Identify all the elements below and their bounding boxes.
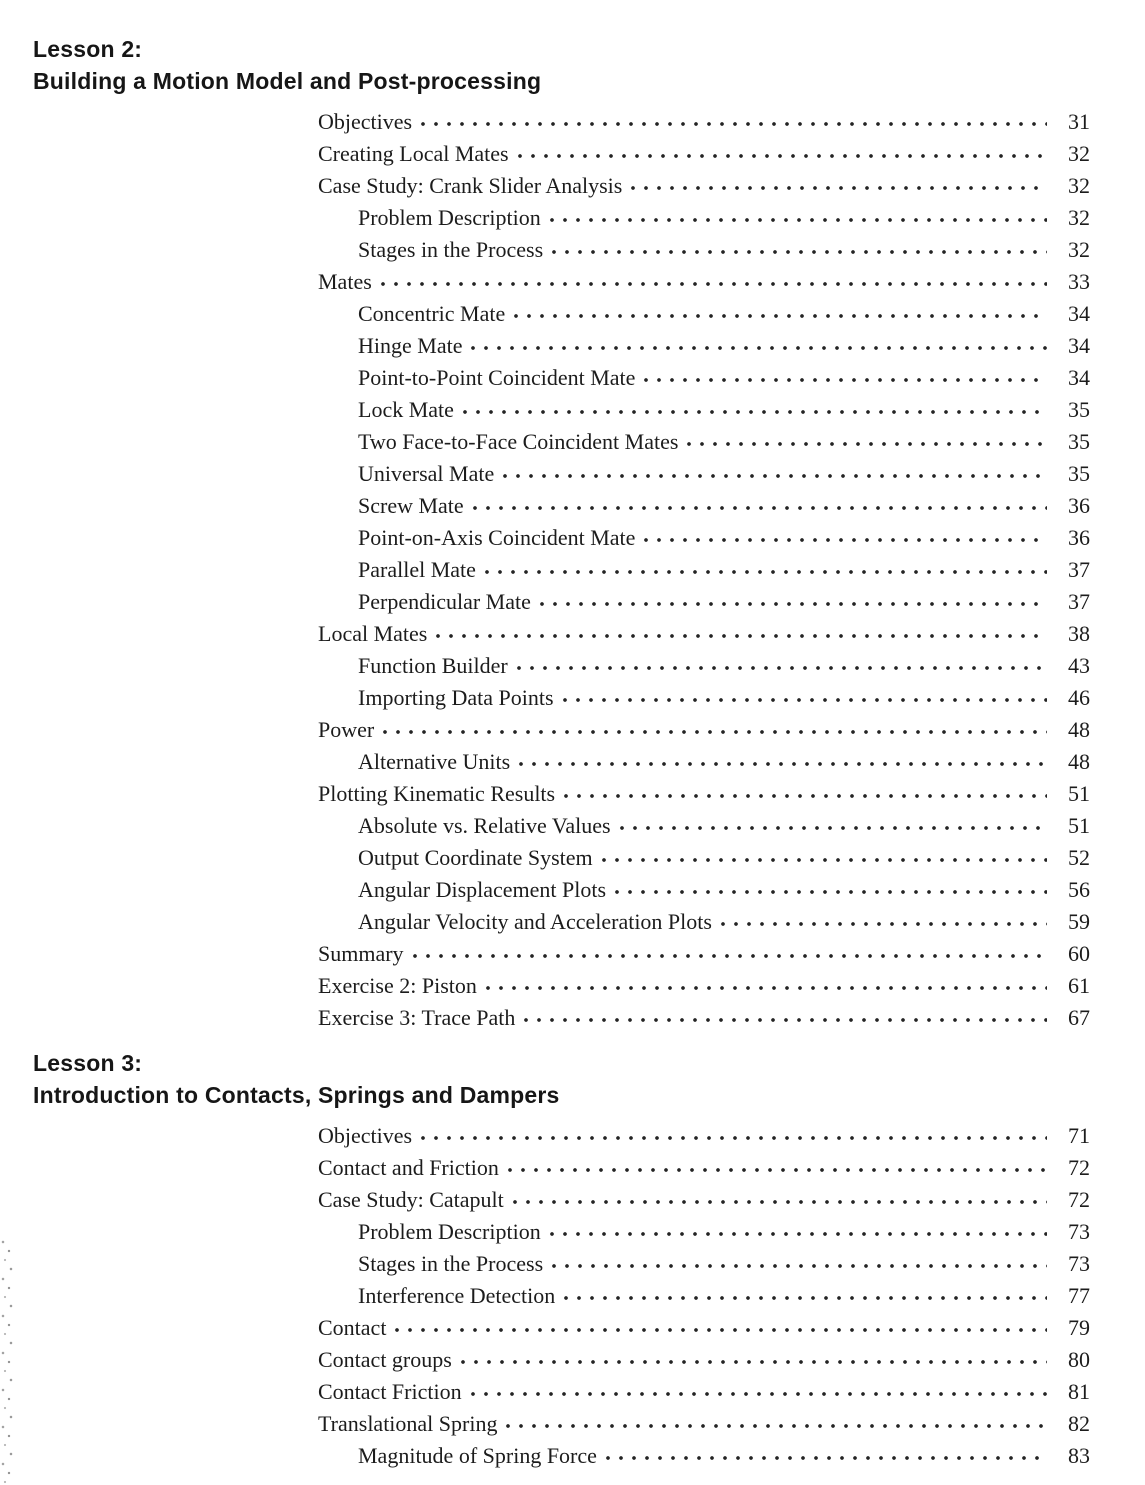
dot-leader xyxy=(514,312,1047,320)
toc-section xyxy=(33,1047,1090,1471)
toc-entry xyxy=(318,169,1090,201)
page-number: 79 xyxy=(1068,1315,1090,1340)
toc-entry xyxy=(358,905,1090,937)
lesson-title: Building a Motion Model and Post-processing xyxy=(33,68,542,94)
toc-entry-label: Screw Mate xyxy=(358,493,464,518)
dot-leader xyxy=(519,760,1047,768)
toc-entry xyxy=(318,1375,1090,1407)
toc-entry xyxy=(358,393,1090,425)
dot-leader xyxy=(687,440,1047,448)
toc-entry-label: Contact and Friction xyxy=(318,1155,499,1180)
toc-entry-label: Stages in the Process xyxy=(358,1251,544,1276)
dot-leader xyxy=(721,920,1047,928)
page-number: 48 xyxy=(1068,717,1090,742)
page-number: 36 xyxy=(1068,525,1090,550)
toc-entry xyxy=(318,1407,1090,1439)
toc-entry xyxy=(358,1279,1090,1311)
toc-entry-label: Alternative Units xyxy=(358,749,511,774)
toc-entry xyxy=(358,745,1090,777)
page-number: 51 xyxy=(1068,813,1090,838)
dot-leader xyxy=(563,696,1047,704)
dot-leader xyxy=(615,888,1047,896)
dot-leader xyxy=(564,792,1047,800)
dot-leader xyxy=(540,600,1047,608)
page-number: 59 xyxy=(1068,909,1090,934)
toc-entry-label: Concentric Mate xyxy=(358,301,506,326)
page-number: 31 xyxy=(1068,109,1090,134)
toc-entry xyxy=(318,1001,1090,1033)
dot-leader xyxy=(486,984,1047,992)
toc-entry xyxy=(318,137,1090,169)
toc-entry-label: Point-on-Axis Coincident Mate xyxy=(358,525,636,550)
dot-leader xyxy=(524,1016,1047,1024)
toc-entry-label: Summary xyxy=(318,941,404,966)
toc-entry xyxy=(358,873,1090,905)
lesson-label: Lesson 2: xyxy=(33,36,143,62)
dot-leader xyxy=(463,408,1047,416)
toc-entry xyxy=(358,489,1090,521)
dot-leader xyxy=(620,824,1047,832)
page-number: 35 xyxy=(1068,461,1090,486)
toc-entry-label: Lock Mate xyxy=(358,397,454,422)
page-number: 37 xyxy=(1068,589,1090,614)
dot-leader xyxy=(421,1134,1047,1142)
dot-leader xyxy=(602,856,1047,864)
toc-entry-label: Perpendicular Mate xyxy=(358,589,531,614)
toc-entry-label: Function Builder xyxy=(358,653,508,678)
dot-leader xyxy=(644,376,1047,384)
page-number: 46 xyxy=(1068,685,1090,710)
dot-leader xyxy=(518,152,1047,160)
toc-entry xyxy=(318,617,1090,649)
page-number: 83 xyxy=(1068,1443,1090,1468)
page-number: 33 xyxy=(1068,269,1090,294)
toc-entry-label: Local Mates xyxy=(318,621,428,646)
page-number: 37 xyxy=(1068,557,1090,582)
dot-leader xyxy=(606,1454,1047,1462)
dot-leader xyxy=(471,344,1047,352)
toc-entry xyxy=(358,361,1090,393)
toc-entry xyxy=(358,681,1090,713)
toc-entry-label: Translational Spring xyxy=(318,1411,498,1436)
toc-entry-label: Hinge Mate xyxy=(358,333,463,358)
page-number: 34 xyxy=(1068,333,1090,358)
toc-entry xyxy=(358,809,1090,841)
page-number: 67 xyxy=(1068,1005,1090,1030)
page-number: 48 xyxy=(1068,749,1090,774)
page-number: 80 xyxy=(1068,1347,1090,1372)
toc-entry xyxy=(318,969,1090,1001)
page-number: 34 xyxy=(1068,301,1090,326)
page-number: 32 xyxy=(1068,205,1090,230)
page-number: 81 xyxy=(1068,1379,1090,1404)
toc-entry-label: Output Coordinate System xyxy=(358,845,593,870)
dot-leader xyxy=(513,1198,1047,1206)
toc-entry-label: Problem Description xyxy=(358,1219,541,1244)
toc-entry xyxy=(358,649,1090,681)
toc-entry xyxy=(318,777,1090,809)
dot-leader xyxy=(552,1262,1047,1270)
page-number: 32 xyxy=(1068,173,1090,198)
toc-entry-label: Problem Description xyxy=(358,205,541,230)
page-number: 71 xyxy=(1068,1123,1090,1148)
table-of-contents xyxy=(33,33,1090,1471)
toc-entry xyxy=(318,937,1090,969)
dot-leader xyxy=(550,1230,1047,1238)
page-number: 73 xyxy=(1068,1251,1090,1276)
page-number: 72 xyxy=(1068,1187,1090,1212)
dot-leader xyxy=(517,664,1047,672)
dot-leader xyxy=(631,184,1047,192)
toc-entry xyxy=(318,1119,1090,1151)
toc-entry-label: Case Study: Crank Slider Analysis xyxy=(318,173,623,198)
toc-entry-label: Importing Data Points xyxy=(358,685,554,710)
toc-entry-label: Universal Mate xyxy=(358,461,495,486)
toc-entry xyxy=(358,521,1090,553)
toc-entry-label: Creating Local Mates xyxy=(318,141,509,166)
dot-leader xyxy=(550,216,1047,224)
page-number: 35 xyxy=(1068,429,1090,454)
toc-entry xyxy=(358,425,1090,457)
toc-entry-label: Plotting Kinematic Results xyxy=(318,781,556,806)
toc-entry-label: Stages in the Process xyxy=(358,237,544,262)
toc-entry xyxy=(358,297,1090,329)
lesson-title: Introduction to Contacts, Springs and Dampers xyxy=(33,1082,560,1108)
dot-leader xyxy=(421,120,1047,128)
toc-entry xyxy=(358,457,1090,489)
toc-entry-label: Exercise 2: Piston xyxy=(318,973,477,998)
dot-leader xyxy=(436,632,1047,640)
dot-leader xyxy=(564,1294,1047,1302)
toc-entry-label: Absolute vs. Relative Values xyxy=(358,813,611,838)
page-number: 77 xyxy=(1068,1283,1090,1308)
toc-entry xyxy=(358,841,1090,873)
toc-entry-label: Objectives xyxy=(318,1123,413,1148)
lesson-heading xyxy=(33,33,1090,97)
page-number: 82 xyxy=(1068,1411,1090,1436)
toc-entry-label: Angular Velocity and Acceleration Plots xyxy=(358,909,712,934)
page-number: 43 xyxy=(1068,653,1090,678)
dot-leader xyxy=(471,1390,1047,1398)
toc-entry-label: Case Study: Catapult xyxy=(318,1187,504,1212)
toc-entry xyxy=(318,1151,1090,1183)
page-number: 56 xyxy=(1068,877,1090,902)
page-number: 73 xyxy=(1068,1219,1090,1244)
toc-entry-label: Contact groups xyxy=(318,1347,452,1372)
toc-entry xyxy=(358,1215,1090,1247)
toc-entry-label: Angular Displacement Plots xyxy=(358,877,607,902)
toc-entry-label: Mates xyxy=(318,269,372,294)
page-number: 36 xyxy=(1068,493,1090,518)
toc-entry-label: Two Face-to-Face Coincident Mates xyxy=(358,429,679,454)
page-number: 35 xyxy=(1068,397,1090,422)
toc-entry-label: Objectives xyxy=(318,109,413,134)
lesson-label: Lesson 3: xyxy=(33,1050,143,1076)
page-number: 32 xyxy=(1068,141,1090,166)
toc-entry xyxy=(358,233,1090,265)
toc-entry xyxy=(318,1183,1090,1215)
page-number: 34 xyxy=(1068,365,1090,390)
dot-leader xyxy=(503,472,1047,480)
dot-leader xyxy=(485,568,1047,576)
toc-entry-label: Exercise 3: Trace Path xyxy=(318,1005,516,1030)
toc-entry-label: Contact Friction xyxy=(318,1379,462,1404)
dot-leader xyxy=(473,504,1047,512)
toc-entry-label: Parallel Mate xyxy=(358,557,476,582)
scan-noise-artifact xyxy=(0,1238,14,1485)
page-number: 38 xyxy=(1068,621,1090,646)
page-number: 61 xyxy=(1068,973,1090,998)
toc-entry-label: Point-to-Point Coincident Mate xyxy=(358,365,636,390)
toc-entry xyxy=(318,713,1090,745)
page-number: 72 xyxy=(1068,1155,1090,1180)
lesson-heading xyxy=(33,1047,1090,1111)
toc-entry xyxy=(358,1439,1090,1471)
toc-entry xyxy=(318,105,1090,137)
toc-entry xyxy=(358,201,1090,233)
dot-leader xyxy=(381,280,1047,288)
dot-leader xyxy=(644,536,1047,544)
toc-entry xyxy=(358,553,1090,585)
toc-entry-label: Magnitude of Spring Force xyxy=(358,1443,597,1468)
dot-leader xyxy=(508,1166,1047,1174)
page-number: 60 xyxy=(1068,941,1090,966)
dot-leader xyxy=(552,248,1047,256)
dot-leader xyxy=(395,1326,1047,1334)
page-number: 32 xyxy=(1068,237,1090,262)
dot-leader xyxy=(383,728,1047,736)
toc-entry-label: Power xyxy=(318,717,375,742)
dot-leader xyxy=(461,1358,1047,1366)
toc-entry xyxy=(318,265,1090,297)
toc-entry xyxy=(318,1343,1090,1375)
dot-leader xyxy=(413,952,1047,960)
toc-entry xyxy=(358,585,1090,617)
toc-entry-label: Interference Detection xyxy=(358,1283,556,1308)
toc-entry xyxy=(318,1311,1090,1343)
page-number: 52 xyxy=(1068,845,1090,870)
toc-entry xyxy=(358,1247,1090,1279)
toc-entry-label: Contact xyxy=(318,1315,387,1340)
dot-leader xyxy=(506,1422,1047,1430)
toc-entry xyxy=(358,329,1090,361)
toc-section xyxy=(33,33,1090,1033)
page-number: 51 xyxy=(1068,781,1090,806)
